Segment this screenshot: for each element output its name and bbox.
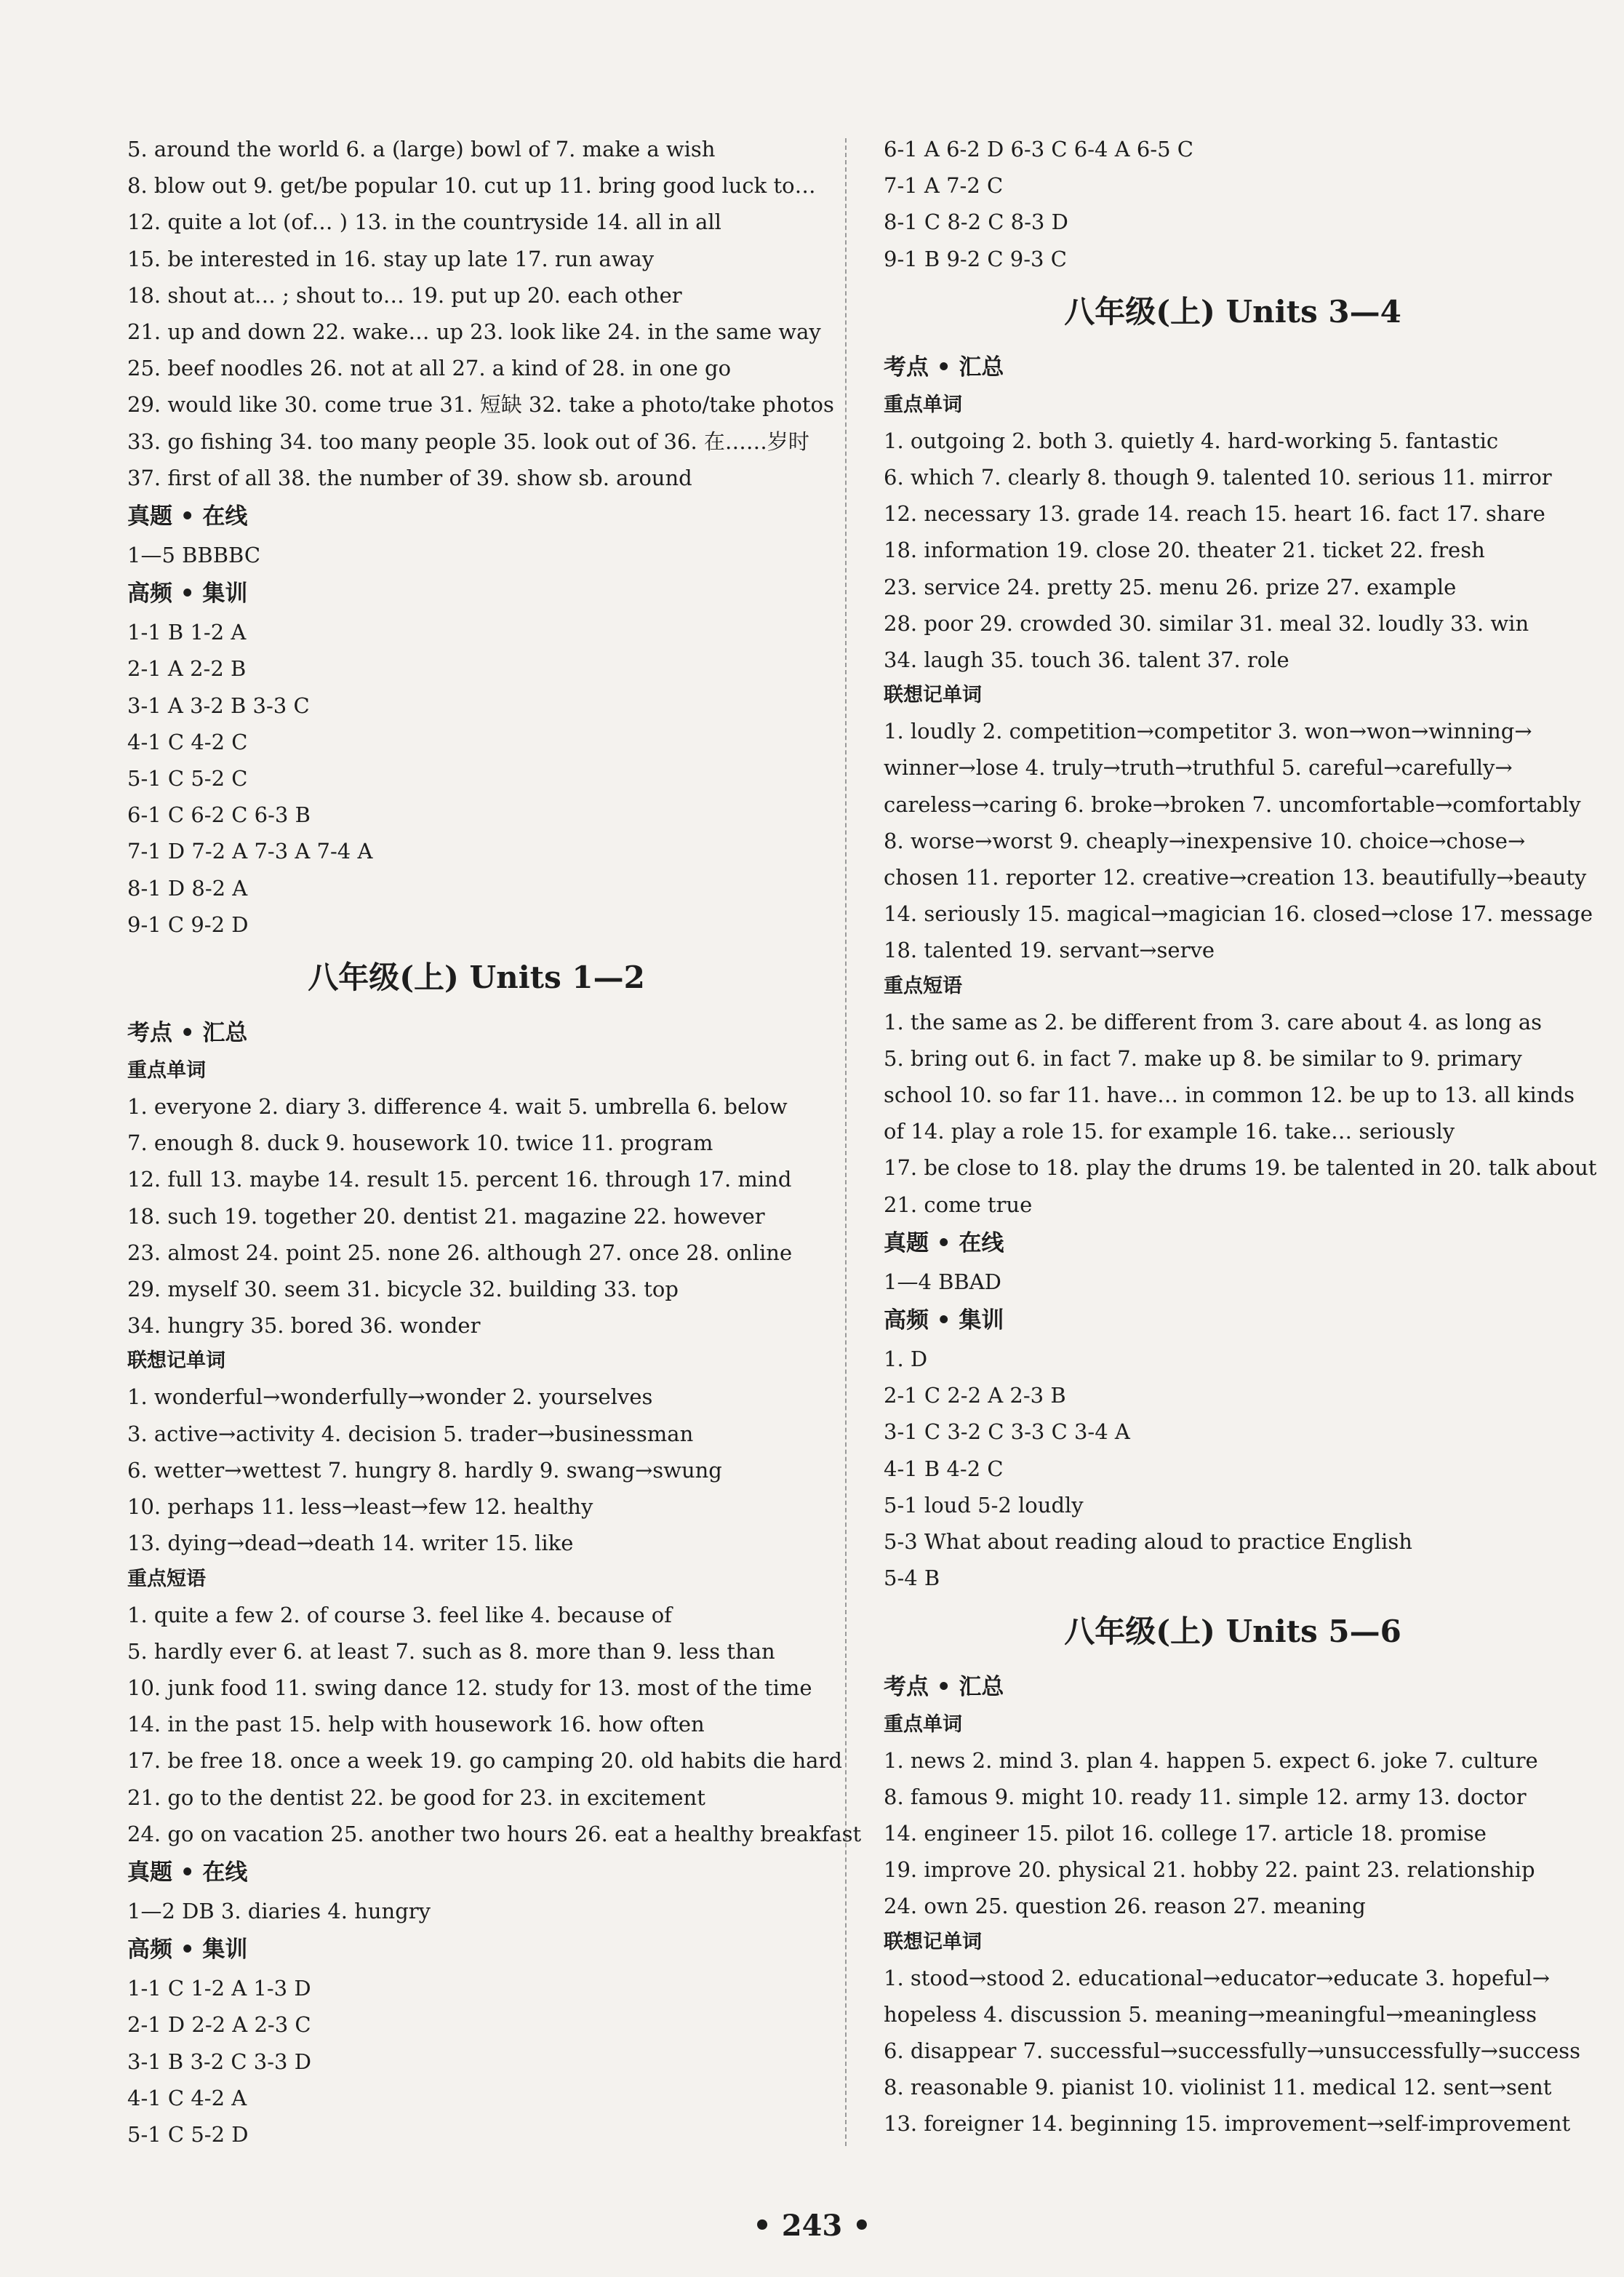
left-key-words-heading: 重点单词: [127, 1059, 206, 1082]
left-association-words: [127, 1379, 825, 1561]
answer-line: 5. around the world 6. a (large) bowl of 7. make a wish: [127, 137, 716, 161]
answer-line: 1. loudly 2. competition→competitor 3. won→won→winning→: [884, 719, 1532, 744]
left-zhenti2-answers: [127, 1893, 825, 1929]
answer-line: 5-1 C 5-2 C: [127, 766, 248, 791]
answer-line: 1—2 DB 3. diaries 4. hungry: [127, 1898, 431, 1923]
answer-line: 5-3 What about reading aloud to practice English: [884, 1529, 1412, 1555]
left-column: [127, 131, 862, 2153]
answer-line: 10. junk food 11. swing dance 12. study for 13. most of the time: [127, 1675, 812, 1700]
left-phrases: [127, 1597, 862, 1852]
right-association2-words: [884, 1960, 1582, 2142]
answer-line: 1. outgoing 2. both 3. quietly 4. hard-working 5. fantastic: [884, 428, 1499, 453]
answer-line: 14. seriously 15. magical→magician 16. closed→close 17. message: [884, 901, 1593, 927]
left-key-words: [127, 1088, 825, 1344]
answer-line: 19. improve 20. physical 21. hobby 22. paint 23. relationship: [884, 1857, 1535, 1883]
answer-line: 1-1 C 1-2 A 1-3 D: [127, 1976, 311, 2001]
answer-line: 4-1 C 4-2 C: [127, 729, 248, 754]
answer-line: 18. talented 19. servant→serve: [884, 938, 1215, 963]
answer-line: 14. in the past 15. help with housework 16. how often: [127, 1712, 705, 1737]
answer-line: 12. necessary 13. grade 14. reach 15. heart 16. fact 17. share: [884, 501, 1545, 527]
answer-line: 24. go on vacation 25. another two hours 26. eat a healthy breakfast: [127, 1821, 862, 1846]
left-zhenti-heading: 真题 • 在线: [127, 503, 248, 530]
answer-line: 5-1 loud 5-2 loudly: [884, 1492, 1084, 1518]
answer-line: 6-1 A 6-2 D 6-3 C 6-4 A 6-5 C: [884, 137, 1193, 161]
answer-line: 21. go to the dentist 22. be good for 23. in excitement: [127, 1784, 705, 1810]
answer-line: 6. wetter→wettest 7. hungry 8. hardly 9. swang→swung: [127, 1457, 722, 1483]
answer-line: 5-4 B: [884, 1566, 940, 1591]
answer-line: 23. service 24. pretty 25. menu 26. prize 27. example: [884, 574, 1457, 599]
answer-line: 1—5 BBBBC: [127, 543, 261, 568]
answer-line: 7-1 D 7-2 A 7-3 A 7-4 A: [127, 839, 373, 864]
left-kaodian-heading: 考点 • 汇总: [127, 1020, 248, 1047]
right-column: [884, 131, 1597, 2142]
left-zhenti2-heading: 真题 • 在线: [127, 1859, 248, 1886]
answer-line: 6. disappear 7. successful→successfully→unsuccessfully→success: [884, 2038, 1580, 2063]
answer-line: of 14. play a role 15. for example 16. take… seriously: [884, 1119, 1455, 1144]
answer-line: 15. be interested in 16. stay up late 17. run away: [127, 246, 655, 271]
answer-line: 1. news 2. mind 3. plan 4. happen 5. expect 6. joke 7. culture: [884, 1747, 1538, 1773]
answer-line: 18. such 19. together 20. dentist 21. magazine 22. however: [127, 1203, 765, 1229]
answer-line: 2-1 D 2-2 A 2-3 C: [127, 2012, 311, 2038]
answer-line: 37. first of all 38. the number of 39. show sb. around: [127, 465, 692, 490]
right-gaopin-heading: 高频 • 集训: [884, 1307, 1004, 1334]
answer-line: 21. up and down 22. wake… up 23. look like 24. in the same way: [127, 319, 821, 345]
left-gaopin-answers: [127, 614, 825, 943]
right-kaodian-heading: 考点 • 汇总: [884, 354, 1004, 380]
page-number: • 243 •: [753, 2209, 871, 2243]
left-top-answers: [127, 131, 834, 496]
answer-line: 8. blow out 9. get/be popular 10. cut up 11. bring good luck to…: [127, 173, 816, 199]
answer-line: 3. active→activity 4. decision 5. trader→businessman: [127, 1421, 694, 1446]
right-phrases-heading: 重点短语: [884, 974, 962, 997]
right-kaodian2-heading: 考点 • 汇总: [884, 1673, 1004, 1700]
left-zhenti-answers: [127, 537, 825, 573]
answer-line: 5-1 C 5-2 D: [127, 2121, 249, 2147]
answer-line: 23. almost 24. point 25. none 26. although 27. once 28. online: [127, 1240, 793, 1265]
answer-line: 6-1 C 6-2 C 6-3 B: [127, 802, 311, 828]
left-gaopin2-heading: 高频 • 集训: [127, 1937, 248, 1963]
left-gaopin-heading: 高频 • 集训: [127, 581, 248, 607]
answer-line: 34. hungry 35. bored 36. wonder: [127, 1313, 481, 1339]
answer-line: 3-1 A 3-2 B 3-3 C: [127, 693, 310, 718]
answer-line: school 10. so far 11. have… in common 12. be up to 13. all kinds: [884, 1082, 1575, 1108]
answer-line: 17. be close to 18. play the drums 19. be talented in 20. talk about: [884, 1155, 1597, 1181]
answer-line: 9-1 B 9-2 C 9-3 C: [884, 246, 1067, 271]
right-top-answers: [884, 131, 1582, 277]
answer-line: 24. own 25. question 26. reason 27. meaning: [884, 1894, 1366, 1919]
answer-line: hopeless 4. discussion 5. meaning→meaningful→meaningless: [884, 2001, 1537, 2027]
answer-line: 5. bring out 6. in fact 7. make up 8. be similar to 9. primary: [884, 1045, 1522, 1071]
answer-line: chosen 11. reporter 12. creative→creation 13. beautifully→beauty: [884, 865, 1587, 890]
answer-line: 25. beef noodles 26. not at all 27. a kind of 28. in one go: [127, 356, 732, 381]
right-key-words2: [884, 1742, 1582, 1925]
right-zhenti-answers: [884, 1264, 1582, 1300]
answer-line: 14. engineer 15. pilot 16. college 17. article 18. promise: [884, 1820, 1487, 1846]
answer-line: 4-1 B 4-2 C: [884, 1456, 1004, 1481]
answer-line: 13. foreigner 14. beginning 15. improvement→self-improvement: [884, 2111, 1571, 2137]
answer-line: 9-1 C 9-2 D: [127, 912, 249, 937]
answer-line: 29. myself 30. seem 31. bicycle 32. building 33. top: [127, 1277, 679, 1302]
answer-line: 10. perhaps 11. less→least→few 12. healthy: [127, 1494, 593, 1520]
answer-line: 1. everyone 2. diary 3. difference 4. wait 5. umbrella 6. below: [127, 1094, 788, 1120]
answer-line: 33. go fishing 34. too many people 35. look out of 36. 在……岁时: [127, 428, 809, 454]
answer-line: 29. would like 30. come true 31. 短缺 32. take a photo/take photos: [127, 392, 834, 418]
left-phrases-heading: 重点短语: [127, 1567, 206, 1590]
right-gaopin-answers: [884, 1341, 1582, 1596]
right-key-words2-heading: 重点单词: [884, 1712, 962, 1736]
left-association-heading: 联想记单词: [127, 1349, 225, 1373]
right-association-heading: 联想记单词: [884, 684, 982, 707]
answer-line: careless→caring 6. broke→broken 7. uncomfortable→comfortably: [884, 791, 1581, 817]
answer-line: 1—4 BBAD: [884, 1269, 1001, 1294]
unit-5-6-title: 八年级(上) Units 5—6: [1064, 1613, 1401, 1649]
answer-line: 7-1 A 7-2 C: [884, 173, 1004, 199]
answer-line: 8. famous 9. might 10. ready 11. simple 12. army 13. doctor: [884, 1784, 1527, 1809]
right-zhenti-heading: 真题 • 在线: [884, 1229, 1004, 1256]
right-key-words: [884, 423, 1582, 678]
answer-line: 1-1 B 1-2 A: [127, 620, 247, 645]
answer-line: 2-1 C 2-2 A 2-3 B: [884, 1383, 1066, 1408]
answer-line: 8-1 C 8-2 C 8-3 D: [884, 210, 1068, 235]
right-phrases: [884, 1004, 1597, 1223]
answer-line: 7. enough 8. duck 9. housework 10. twice 11. program: [127, 1130, 713, 1156]
left-gaopin2-answers: [127, 1970, 825, 2153]
answer-line: 1. stood→stood 2. educational→educator→educate 3. hopeful→: [884, 1965, 1551, 1990]
answer-line: 17. be free 18. once a week 19. go camping 20. old habits die hard: [127, 1748, 842, 1774]
answer-line: 12. full 13. maybe 14. result 15. percent 16. through 17. mind: [127, 1167, 792, 1192]
answer-line: 1. D: [884, 1347, 928, 1372]
answer-line: 8. reasonable 9. pianist 10. violinist 11. medical 12. sent→sent: [884, 2075, 1552, 2100]
answer-line: 1. wonderful→wonderfully→wonder 2. yourselves: [127, 1384, 653, 1410]
answer-line: 3-1 C 3-2 C 3-3 C 3-4 A: [884, 1419, 1130, 1445]
answer-line: 34. laugh 35. touch 36. talent 37. role: [884, 647, 1289, 673]
right-association2-heading: 联想记单词: [884, 1930, 982, 1953]
right-key-words-heading: 重点单词: [884, 393, 962, 416]
answer-line: winner→lose 4. truly→truth→truthful 5. careful→carefully→: [884, 755, 1513, 781]
answer-line: 2-1 A 2-2 B: [127, 656, 247, 682]
answer-line: 13. dying→dead→death 14. writer 15. like: [127, 1531, 574, 1556]
answer-line: 1. quite a few 2. of course 3. feel like 4. because of: [127, 1602, 672, 1627]
answer-line: 8. worse→worst 9. cheaply→inexpensive 10. choice→chose→: [884, 828, 1526, 853]
right-association-words: [884, 713, 1593, 968]
unit-3-4-title: 八年级(上) Units 3—4: [1064, 293, 1401, 330]
answer-line: 18. information 19. close 20. theater 21. ticket 22. fresh: [884, 538, 1485, 563]
answer-line: 5. hardly ever 6. at least 7. such as 8. more than 9. less than: [127, 1638, 775, 1664]
answer-line: 28. poor 29. crowded 30. similar 31. meal 32. loudly 33. win: [884, 610, 1529, 636]
answer-line: 6. which 7. clearly 8. though 9. talented 10. serious 11. mirror: [884, 465, 1552, 490]
answer-line: 12. quite a lot (of… ) 13. in the countryside 14. all in all: [127, 210, 721, 235]
answer-line: 3-1 B 3-2 C 3-3 D: [127, 2049, 311, 2074]
answer-line: 1. the same as 2. be different from 3. care about 4. as long as: [884, 1009, 1542, 1034]
answer-line: 21. come true: [884, 1192, 1033, 1217]
answer-line: 4-1 C 4-2 A: [127, 2085, 247, 2110]
answer-line: 18. shout at… ; shout to… 19. put up 20. each other: [127, 282, 682, 308]
answer-line: 8-1 D 8-2 A: [127, 875, 248, 901]
unit-1-2-title: 八年级(上) Units 1—2: [308, 960, 645, 996]
